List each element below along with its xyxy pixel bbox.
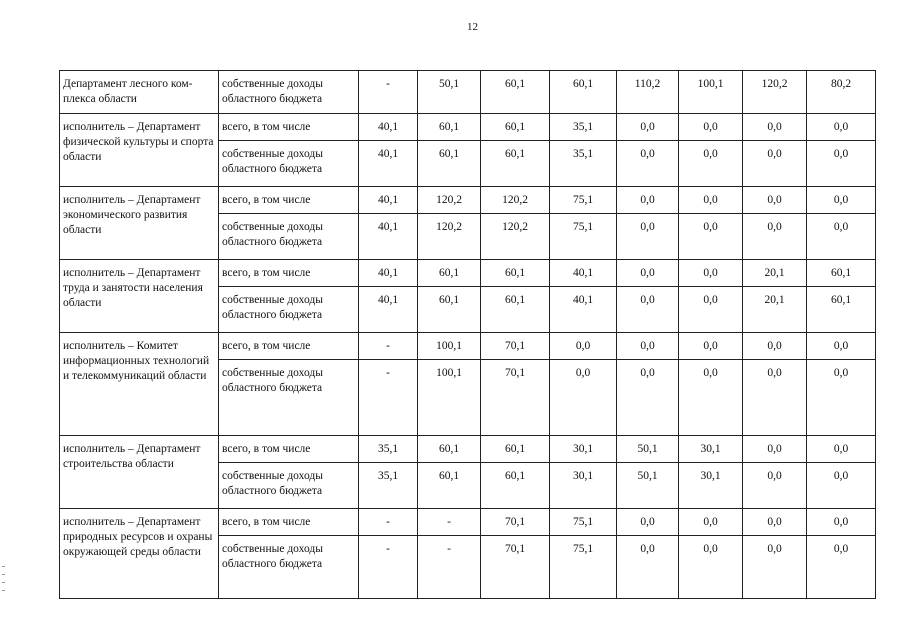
value-cell: 100,1 [418,360,481,436]
funding-source-cell: собственные доходы областного бюджета [219,71,359,114]
value-cell: - [359,360,418,436]
value-cell: 35,1 [359,463,418,509]
table-row [60,114,876,141]
value-cell: 0,0 [679,114,743,141]
value-cell: 0,0 [743,333,807,360]
value-cell: 0,0 [807,187,876,214]
value-cell: 0,0 [550,333,617,360]
value-cell: 50,1 [617,463,679,509]
value-cell: 0,0 [679,509,743,536]
funding-source-cell: собственные доходы областного бюджета [219,214,359,260]
value-cell: 0,0 [617,187,679,214]
value-cell: 0,0 [807,114,876,141]
value-cell: 0,0 [807,214,876,260]
value-cell: 75,1 [550,187,617,214]
value-cell: 0,0 [743,114,807,141]
funding-source-cell: всего, в том числе [219,509,359,536]
executor-cell: исполнитель – Департамент экономического развития области [60,187,219,260]
value-cell: 0,0 [743,360,807,436]
funding-source-cell: всего, в том числе [219,187,359,214]
table-row [60,509,876,536]
value-cell: 60,1 [481,71,550,114]
value-cell: 40,1 [359,287,418,333]
table-row [60,436,876,463]
value-cell: 60,1 [418,287,481,333]
funding-source-cell: всего, в том числе [219,114,359,141]
value-cell: 0,0 [617,214,679,260]
value-cell: 60,1 [418,141,481,187]
value-cell: 70,1 [481,509,550,536]
value-cell: 40,1 [550,287,617,333]
value-cell: 60,1 [481,260,550,287]
executor-cell: исполнитель – Департамент строительства области [60,436,219,509]
value-cell: 0,0 [743,436,807,463]
value-cell: 40,1 [550,260,617,287]
funding-source-cell: всего, в том числе [219,333,359,360]
value-cell: 0,0 [743,141,807,187]
margin-marks [2,566,5,598]
value-cell: 120,2 [418,214,481,260]
funding-source-cell: собственные доходы областного бюджета [219,463,359,509]
funding-source-cell: собственные доходы областного бюджета [219,536,359,599]
value-cell: 0,0 [679,536,743,599]
value-cell: 60,1 [418,260,481,287]
value-cell: 120,2 [418,187,481,214]
executor-cell: исполнитель – Департамент природных ресурсов и охраны окружающей среды области [60,509,219,599]
value-cell: - [359,333,418,360]
value-cell: 60,1 [481,287,550,333]
value-cell: 0,0 [743,536,807,599]
table-row [60,71,876,114]
executor-cell: исполнитель – Комитет информационных технологий и телекоммуникаций области [60,333,219,436]
funding-source-cell: собственные доходы областного бюджета [219,141,359,187]
value-cell: 0,0 [617,536,679,599]
value-cell: 0,0 [743,509,807,536]
value-cell: 50,1 [617,436,679,463]
value-cell: 75,1 [550,536,617,599]
executor-cell: Департамент лесного ком-плекса области [60,71,219,114]
value-cell: 30,1 [550,436,617,463]
funding-source-cell: собственные доходы областного бюджета [219,287,359,333]
value-cell: 60,1 [418,463,481,509]
value-cell: - [418,509,481,536]
value-cell: 0,0 [617,360,679,436]
value-cell: 60,1 [807,287,876,333]
value-cell: 20,1 [743,287,807,333]
value-cell: 0,0 [743,187,807,214]
value-cell: 40,1 [359,114,418,141]
value-cell: 0,0 [807,333,876,360]
value-cell: 120,2 [481,214,550,260]
value-cell: 35,1 [550,141,617,187]
value-cell: 0,0 [807,536,876,599]
value-cell: 0,0 [679,260,743,287]
value-cell: - [418,536,481,599]
value-cell: 70,1 [481,333,550,360]
value-cell: 0,0 [617,141,679,187]
value-cell: 0,0 [743,463,807,509]
budget-table [59,70,876,599]
value-cell: 0,0 [743,214,807,260]
value-cell: 100,1 [679,71,743,114]
value-cell: 70,1 [481,536,550,599]
value-cell: 40,1 [359,187,418,214]
value-cell: 0,0 [617,260,679,287]
value-cell: 0,0 [807,509,876,536]
value-cell: 60,1 [481,463,550,509]
value-cell: 35,1 [550,114,617,141]
value-cell: 0,0 [679,141,743,187]
value-cell: 60,1 [418,114,481,141]
value-cell: 60,1 [807,260,876,287]
executor-cell: исполнитель – Департамент труда и занятости населения области [60,260,219,333]
value-cell: 0,0 [807,463,876,509]
page-number: 12 [467,21,478,33]
value-cell: - [359,509,418,536]
value-cell: 0,0 [550,360,617,436]
value-cell: - [359,71,418,114]
value-cell: 70,1 [481,360,550,436]
value-cell: 60,1 [481,141,550,187]
value-cell: 30,1 [550,463,617,509]
value-cell: 35,1 [359,436,418,463]
executor-cell: исполнитель – Департамент физической культуры и спорта области [60,114,219,187]
funding-source-cell: всего, в том числе [219,436,359,463]
value-cell: 30,1 [679,436,743,463]
value-cell: 40,1 [359,141,418,187]
value-cell: 0,0 [617,509,679,536]
value-cell: 0,0 [807,360,876,436]
value-cell: 60,1 [481,114,550,141]
value-cell: 0,0 [617,333,679,360]
value-cell: 0,0 [679,360,743,436]
value-cell: 120,2 [743,71,807,114]
value-cell: 50,1 [418,71,481,114]
value-cell: 110,2 [617,71,679,114]
value-cell: 0,0 [679,187,743,214]
value-cell: 75,1 [550,509,617,536]
funding-source-cell: собственные доходы областного бюджета [219,360,359,436]
value-cell: 60,1 [481,436,550,463]
table-row [60,333,876,360]
value-cell: 0,0 [679,333,743,360]
value-cell: 0,0 [807,141,876,187]
value-cell: 0,0 [617,287,679,333]
table-row [60,260,876,287]
value-cell: 0,0 [679,287,743,333]
funding-source-cell: всего, в том числе [219,260,359,287]
value-cell: 30,1 [679,463,743,509]
value-cell: 40,1 [359,260,418,287]
value-cell: 75,1 [550,214,617,260]
value-cell: 0,0 [679,214,743,260]
value-cell: - [359,536,418,599]
value-cell: 60,1 [418,436,481,463]
value-cell: 0,0 [617,114,679,141]
value-cell: 120,2 [481,187,550,214]
value-cell: 20,1 [743,260,807,287]
value-cell: 60,1 [550,71,617,114]
value-cell: 80,2 [807,71,876,114]
value-cell: 100,1 [418,333,481,360]
value-cell: 40,1 [359,214,418,260]
table-row [60,187,876,214]
value-cell: 0,0 [807,436,876,463]
